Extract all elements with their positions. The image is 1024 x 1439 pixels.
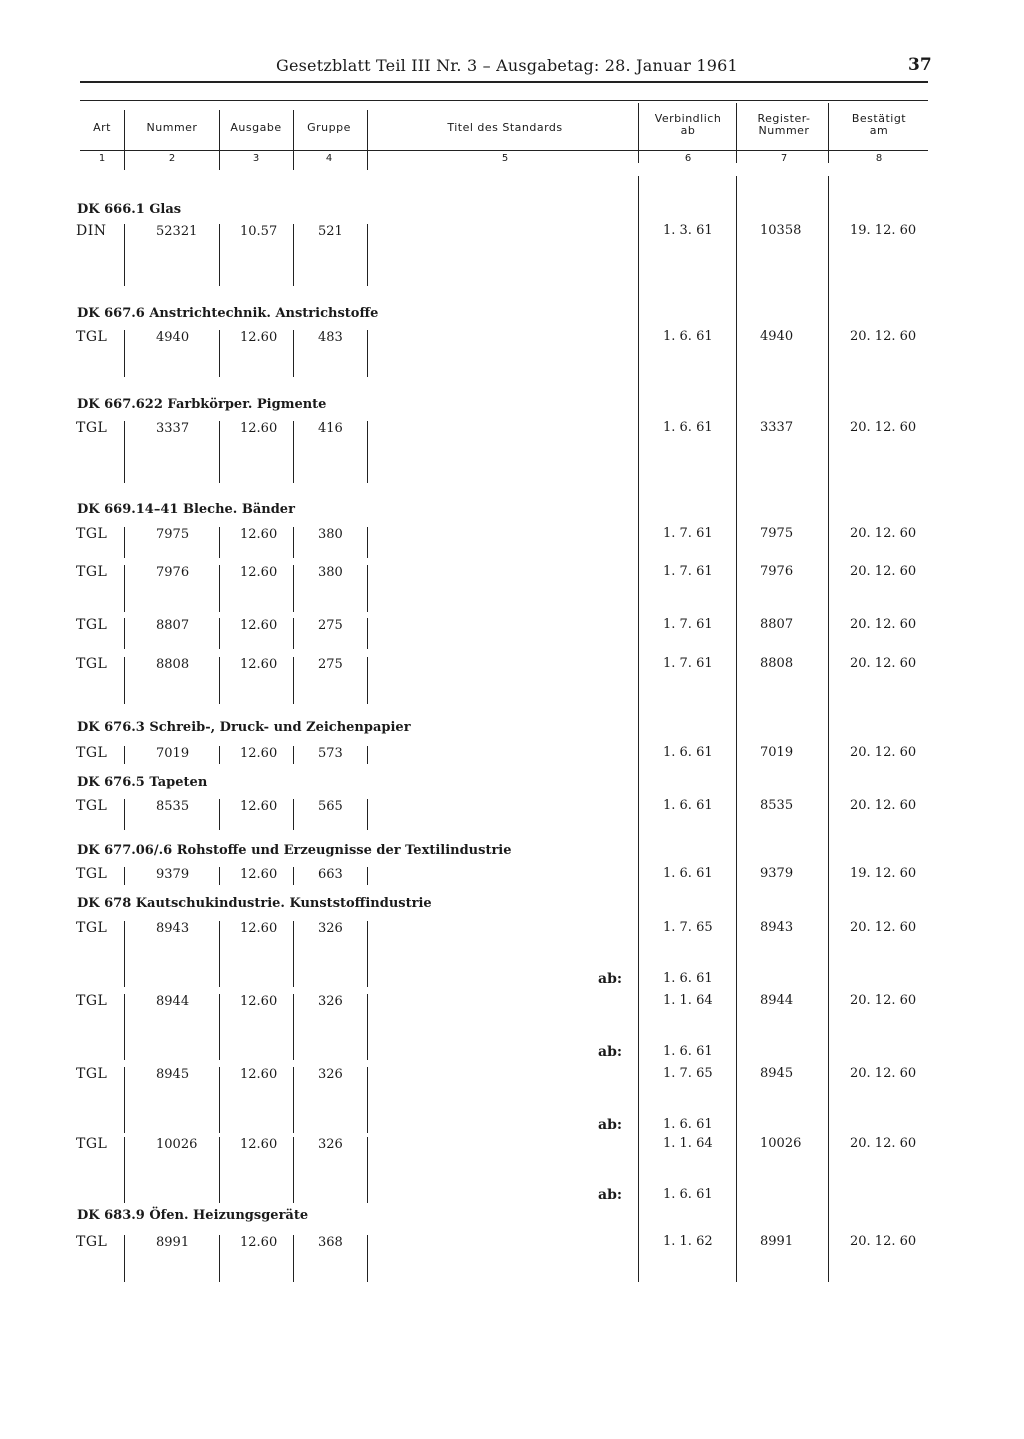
- cell-verbindlich: 1. 1. 64: [663, 993, 713, 1008]
- cell-bestaetigt: 20. 12. 60: [850, 420, 917, 435]
- column-header-label: Gruppe: [307, 121, 351, 134]
- cell-register: 10026: [760, 1136, 802, 1151]
- cell-bestaetigt: 20. 12. 60: [850, 993, 917, 1008]
- row-divider: [293, 330, 294, 377]
- cell-gruppe: 275: [318, 657, 343, 672]
- header-divider: [293, 110, 294, 170]
- row-divider: [219, 1235, 220, 1282]
- header-divider: [124, 110, 125, 170]
- cell-bestaetigt: 20. 12. 60: [850, 1136, 917, 1151]
- cell-gruppe: 326: [318, 921, 343, 936]
- cell-bestaetigt: 20. 12. 60: [850, 798, 917, 813]
- row-divider: [124, 994, 125, 1060]
- row-divider: [293, 746, 294, 764]
- column-header: [130, 122, 214, 134]
- row-divider: [124, 565, 125, 612]
- column-header-label: Register-: [757, 112, 811, 125]
- cell-ausgabe: 12.60: [240, 1137, 278, 1152]
- cell-nummer: 8535: [156, 799, 190, 814]
- row-divider: [219, 657, 220, 704]
- row-divider: [219, 1137, 220, 1203]
- cell-ausgabe: 12.60: [240, 657, 278, 672]
- cell-note-date: 1. 6. 61: [663, 1043, 713, 1059]
- cell-bestaetigt: 19. 12. 60: [850, 223, 917, 238]
- row-divider: [367, 1067, 368, 1133]
- column-header-label: Titel des Standards: [447, 121, 563, 134]
- note-ab-label: ab:: [598, 1116, 623, 1133]
- row-divider: [124, 799, 125, 830]
- cell-art: TGL: [76, 526, 108, 542]
- row-divider: [293, 994, 294, 1060]
- cell-bestaetigt: 20. 12. 60: [850, 329, 917, 344]
- row-divider: [219, 330, 220, 377]
- cell-gruppe: 326: [318, 1067, 343, 1082]
- column-header: [222, 122, 290, 134]
- cell-art: DIN: [76, 223, 107, 239]
- column-number: 3: [252, 153, 260, 164]
- row-divider: [367, 527, 368, 558]
- column-header: [380, 122, 630, 134]
- section-heading: DK 666.1 Glas: [77, 202, 182, 217]
- row-divider: [293, 1067, 294, 1133]
- row-divider: [219, 421, 220, 483]
- header-divider: [638, 103, 639, 163]
- cell-verbindlich: 1. 6. 61: [663, 329, 713, 344]
- row-divider: [124, 746, 125, 764]
- row-divider: [124, 1235, 125, 1282]
- column-number: 6: [684, 153, 692, 164]
- cell-bestaetigt: 19. 12. 60: [850, 866, 917, 881]
- column-header-label: am: [869, 124, 889, 137]
- cell-bestaetigt: 20. 12. 60: [850, 526, 917, 541]
- cell-verbindlich: 1. 7. 65: [663, 1066, 713, 1081]
- row-divider: [367, 1137, 368, 1203]
- row-divider: [124, 618, 125, 649]
- column-rule: [828, 176, 829, 1282]
- row-divider: [124, 867, 125, 885]
- row-divider: [293, 618, 294, 649]
- row-divider: [293, 565, 294, 612]
- cell-ausgabe: 10.57: [240, 224, 278, 239]
- cell-ausgabe: 12.60: [240, 565, 278, 580]
- row-divider: [124, 921, 125, 987]
- column-header-label: ab: [680, 124, 696, 137]
- cell-nummer: 7975: [156, 527, 190, 542]
- row-divider: [124, 421, 125, 483]
- cell-gruppe: 326: [318, 994, 343, 1009]
- column-number: 5: [501, 153, 509, 164]
- row-divider: [293, 1137, 294, 1203]
- cell-ausgabe: 12.60: [240, 527, 278, 542]
- row-divider: [124, 1137, 125, 1203]
- cell-nummer: 8808: [156, 657, 190, 672]
- column-header-label: Nummer: [146, 121, 198, 134]
- cell-gruppe: 573: [318, 746, 343, 761]
- cell-verbindlich: 1. 7. 61: [663, 656, 713, 671]
- cell-art: TGL: [76, 617, 108, 633]
- cell-nummer: 3337: [156, 421, 190, 436]
- row-divider: [124, 330, 125, 377]
- row-divider: [293, 799, 294, 830]
- row-divider: [124, 224, 125, 286]
- row-divider: [367, 994, 368, 1060]
- column-number: 4: [325, 153, 333, 164]
- column-header-label: Verbindlich: [654, 112, 722, 125]
- row-divider: [219, 618, 220, 649]
- column-number: 2: [168, 153, 176, 164]
- row-divider: [219, 746, 220, 764]
- row-divider: [367, 746, 368, 764]
- cell-nummer: 8807: [156, 618, 190, 633]
- cell-art: TGL: [76, 866, 108, 882]
- cell-bestaetigt: 20. 12. 60: [850, 1066, 917, 1081]
- cell-gruppe: 483: [318, 330, 343, 345]
- cell-note-date: 1. 6. 61: [663, 1116, 713, 1132]
- section-heading: DK 678 Kautschukindustrie. Kunststoffindustrie: [77, 896, 432, 911]
- section-heading: DK 667.622 Farbkörper. Pigmente: [77, 397, 327, 412]
- column-header: [832, 113, 926, 137]
- cell-register: 9379: [760, 866, 794, 881]
- cell-nummer: 7019: [156, 746, 190, 761]
- cell-art: TGL: [76, 1234, 108, 1250]
- row-divider: [367, 657, 368, 704]
- cell-nummer: 9379: [156, 867, 190, 882]
- note-ab-label: ab:: [598, 1043, 623, 1060]
- column-header-label: Ausgabe: [230, 121, 282, 134]
- cell-verbindlich: 1. 3. 61: [663, 223, 713, 238]
- page-header-title: Gesetzblatt Teil III Nr. 3 – Ausgabetag: 28. Januar 1961: [276, 56, 738, 75]
- cell-register: 4940: [760, 329, 794, 344]
- cell-verbindlich: 1. 6. 61: [663, 420, 713, 435]
- column-number-rule: [80, 150, 928, 151]
- cell-nummer: 7976: [156, 565, 190, 580]
- column-header: [296, 122, 362, 134]
- cell-ausgabe: 12.60: [240, 1067, 278, 1082]
- header-rule: [80, 81, 928, 83]
- cell-gruppe: 565: [318, 799, 343, 814]
- cell-art: TGL: [76, 329, 108, 345]
- column-header: [738, 113, 830, 137]
- cell-note-date: 1. 6. 61: [663, 970, 713, 986]
- cell-verbindlich: 1. 7. 61: [663, 526, 713, 541]
- cell-nummer: 52321: [156, 224, 198, 239]
- row-divider: [219, 921, 220, 987]
- cell-note-date: 1. 6. 61: [663, 1186, 713, 1202]
- cell-gruppe: 663: [318, 867, 343, 882]
- cell-bestaetigt: 20. 12. 60: [850, 920, 917, 935]
- cell-art: TGL: [76, 798, 108, 814]
- cell-verbindlich: 1. 6. 61: [663, 798, 713, 813]
- header-divider: [219, 110, 220, 170]
- cell-nummer: 8944: [156, 994, 190, 1009]
- row-divider: [293, 421, 294, 483]
- cell-gruppe: 326: [318, 1137, 343, 1152]
- section-heading: DK 667.6 Anstrichtechnik. Anstrichstoffe: [77, 306, 379, 321]
- cell-nummer: 4940: [156, 330, 190, 345]
- row-divider: [367, 618, 368, 649]
- cell-nummer: 8991: [156, 1235, 190, 1250]
- cell-gruppe: 380: [318, 565, 343, 580]
- cell-gruppe: 275: [318, 618, 343, 633]
- cell-register: 8807: [760, 617, 794, 632]
- row-divider: [293, 527, 294, 558]
- column-rule: [638, 176, 639, 1282]
- column-number: 8: [875, 153, 883, 164]
- cell-register: 3337: [760, 420, 794, 435]
- row-divider: [293, 867, 294, 885]
- cell-bestaetigt: 20. 12. 60: [850, 564, 917, 579]
- cell-gruppe: 521: [318, 224, 343, 239]
- section-heading: DK 676.3 Schreib-, Druck- und Zeichenpapier: [77, 720, 411, 735]
- cell-ausgabe: 12.60: [240, 746, 278, 761]
- cell-verbindlich: 1. 6. 61: [663, 866, 713, 881]
- cell-bestaetigt: 20. 12. 60: [850, 745, 917, 760]
- cell-register: 8943: [760, 920, 794, 935]
- section-heading: DK 683.9 Öfen. Heizungsgeräte: [77, 1208, 309, 1223]
- row-divider: [219, 1067, 220, 1133]
- column-header: [84, 122, 120, 134]
- row-divider: [367, 565, 368, 612]
- cell-register: 8535: [760, 798, 794, 813]
- row-divider: [219, 799, 220, 830]
- column-number: 1: [98, 153, 106, 164]
- cell-ausgabe: 12.60: [240, 421, 278, 436]
- row-divider: [367, 421, 368, 483]
- note-ab-label: ab:: [598, 970, 623, 987]
- cell-art: TGL: [76, 920, 108, 936]
- cell-ausgabe: 12.60: [240, 799, 278, 814]
- header-divider: [736, 103, 737, 163]
- cell-art: TGL: [76, 993, 108, 1009]
- column-header-label: Bestätigt: [851, 112, 907, 125]
- row-divider: [367, 921, 368, 987]
- row-divider: [124, 657, 125, 704]
- cell-register: 7975: [760, 526, 794, 541]
- cell-gruppe: 368: [318, 1235, 343, 1250]
- row-divider: [293, 657, 294, 704]
- cell-gruppe: 416: [318, 421, 343, 436]
- cell-verbindlich: 1. 6. 61: [663, 745, 713, 760]
- row-divider: [293, 1235, 294, 1282]
- cell-verbindlich: 1. 1. 62: [663, 1234, 713, 1249]
- cell-art: TGL: [76, 656, 108, 672]
- cell-register: 8945: [760, 1066, 794, 1081]
- cell-verbindlich: 1. 7. 65: [663, 920, 713, 935]
- cell-bestaetigt: 20. 12. 60: [850, 617, 917, 632]
- cell-ausgabe: 12.60: [240, 330, 278, 345]
- section-heading: DK 669.14–41 Bleche. Bänder: [77, 502, 295, 517]
- cell-register: 8944: [760, 993, 794, 1008]
- cell-nummer: 8943: [156, 921, 190, 936]
- cell-register: 7019: [760, 745, 794, 760]
- row-divider: [219, 994, 220, 1060]
- cell-art: TGL: [76, 1136, 108, 1152]
- section-heading: DK 676.5 Tapeten: [77, 775, 208, 790]
- page-number: 37: [908, 55, 932, 75]
- header-divider: [367, 110, 368, 170]
- cell-register: 10358: [760, 223, 802, 238]
- table-top-rule: [80, 100, 928, 101]
- section-heading: DK 677.06/.6 Rohstoffe und Erzeugnisse der Textilindustrie: [77, 843, 512, 858]
- cell-register: 8808: [760, 656, 794, 671]
- column-header-label: Art: [93, 121, 111, 134]
- cell-art: TGL: [76, 745, 108, 761]
- cell-verbindlich: 1. 7. 61: [663, 564, 713, 579]
- cell-gruppe: 380: [318, 527, 343, 542]
- cell-bestaetigt: 20. 12. 60: [850, 656, 917, 671]
- row-divider: [293, 921, 294, 987]
- row-divider: [367, 799, 368, 830]
- row-divider: [124, 1067, 125, 1133]
- row-divider: [293, 224, 294, 286]
- row-divider: [219, 565, 220, 612]
- column-number: 7: [780, 153, 788, 164]
- cell-register: 7976: [760, 564, 794, 579]
- header-divider: [828, 103, 829, 163]
- cell-verbindlich: 1. 7. 61: [663, 617, 713, 632]
- row-divider: [219, 867, 220, 885]
- row-divider: [367, 1235, 368, 1282]
- cell-nummer: 8945: [156, 1067, 190, 1082]
- row-divider: [367, 224, 368, 286]
- cell-art: TGL: [76, 564, 108, 580]
- cell-ausgabe: 12.60: [240, 921, 278, 936]
- column-rule: [736, 176, 737, 1282]
- row-divider: [219, 224, 220, 286]
- cell-ausgabe: 12.60: [240, 618, 278, 633]
- column-header: [642, 113, 734, 137]
- cell-art: TGL: [76, 420, 108, 436]
- row-divider: [367, 330, 368, 377]
- cell-bestaetigt: 20. 12. 60: [850, 1234, 917, 1249]
- row-divider: [124, 527, 125, 558]
- cell-art: TGL: [76, 1066, 108, 1082]
- cell-nummer: 10026: [156, 1137, 198, 1152]
- cell-verbindlich: 1. 1. 64: [663, 1136, 713, 1151]
- column-header-label: Nummer: [758, 124, 810, 137]
- row-divider: [219, 527, 220, 558]
- cell-ausgabe: 12.60: [240, 1235, 278, 1250]
- cell-ausgabe: 12.60: [240, 994, 278, 1009]
- note-ab-label: ab:: [598, 1186, 623, 1203]
- cell-ausgabe: 12.60: [240, 867, 278, 882]
- row-divider: [367, 867, 368, 885]
- cell-register: 8991: [760, 1234, 794, 1249]
